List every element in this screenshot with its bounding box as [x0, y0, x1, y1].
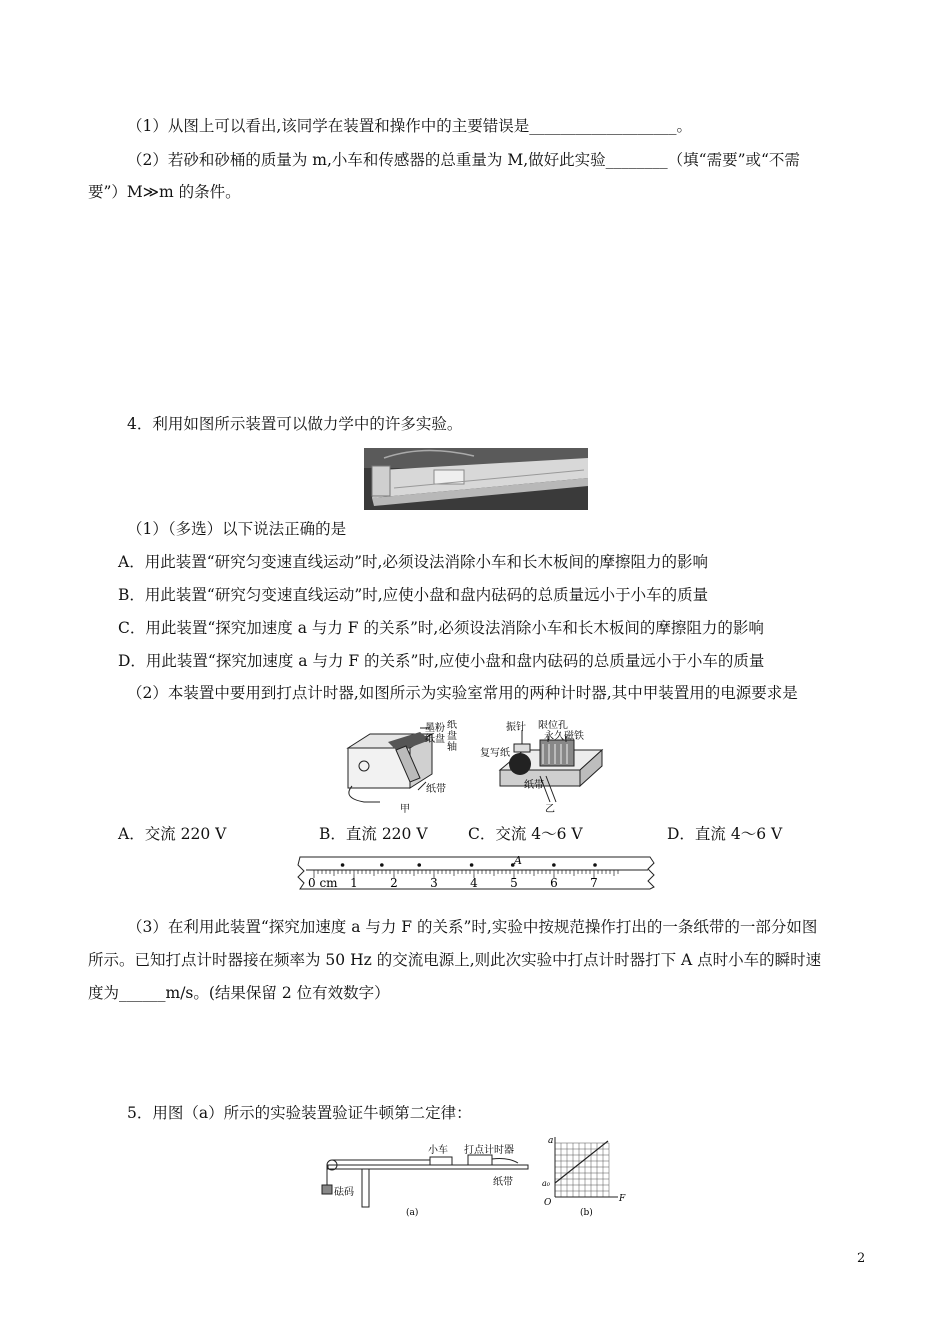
label-zhou: 轴: [447, 742, 457, 753]
q3-part1: （1）从图上可以看出,该同学在装置和操作中的主要错误是___________________。: [127, 117, 693, 135]
fig-b-caption: (b): [580, 1208, 593, 1218]
fig-a-tape-label: 纸带: [493, 1177, 513, 1188]
label-zhidai: 纸带: [426, 784, 446, 795]
q4-option-d: D．用此装置“探究加速度 a 与力 F 的关系”时,应使小盘和盘内砝码的总质量远小于小车的质量: [118, 652, 765, 670]
ruler-label-4: 4: [470, 876, 478, 890]
fig-a-weight-label: 砝码: [334, 1187, 354, 1198]
fig-b-x-label: F: [619, 1194, 626, 1204]
label-fuxiezhi: 复写纸: [480, 748, 510, 759]
q4-sub1: （1）（多选）以下说法正确的是: [127, 520, 347, 538]
choice-d: D．直流 4～6 V: [667, 825, 783, 843]
label-zhipan: 纸盘: [425, 734, 445, 745]
timer-figures: [340, 720, 610, 815]
page-number: 2: [857, 1251, 866, 1266]
tape-dot: [470, 863, 474, 867]
label-mofen: 墨粉: [425, 723, 445, 734]
fig-a-car-label: 小车: [428, 1145, 448, 1156]
ruler-label-2: 2: [390, 876, 398, 890]
fig-a-timer-label: 打点计时器: [464, 1145, 514, 1156]
q4-option-b: B．用此装置“研究匀变速直线运动”时,应使小盘和盘内砝码的总质量远小于小车的质量: [118, 586, 709, 604]
label-zhidai-2: 纸带: [524, 780, 544, 791]
ruler-unit: 0 cm: [308, 876, 338, 890]
q4-sub2: （2）本装置中要用到打点计时器,如图所示为实验室常用的两种计时器,其中甲装置用的电源要求是: [127, 684, 798, 702]
ruler-tape-figure: [296, 853, 658, 891]
q4-option-a: A．用此装置“研究匀变速直线运动”时,必须设法消除小车和长木板间的摩擦阻力的影响: [118, 553, 708, 571]
ruler-label-6: 6: [550, 876, 558, 890]
timer-jia-drawing: [348, 728, 432, 802]
tape-dot: [593, 863, 597, 867]
label-zhi: 纸: [447, 720, 457, 731]
q4-title: 4．利用如图所示装置可以做力学中的许多实验。: [127, 415, 463, 433]
fig-b-drawing: [555, 1137, 618, 1197]
q3-part2-line1: （2）若砂和砂桶的质量为 m,小车和传感器的总重量为 M,做好此实验________（填“需要”或“不需: [127, 151, 800, 169]
q4-sub3-line3: 度为______m/s。(结果保留 2 位有效数字）: [88, 984, 390, 1002]
label-xianweikong: 限位孔: [538, 720, 568, 731]
q5-title: 5．用图（a）所示的实验装置验证牛顿第二定律：: [127, 1104, 472, 1122]
point-a-label: A: [514, 854, 522, 867]
q4-sub3-line1: （3）在利用此装置“探究加速度 a 与力 F 的关系”时,实验中按规范操作打出的一条纸带的一部分如图: [127, 918, 818, 936]
choice-b: B．直流 220 V: [319, 825, 428, 843]
fig-a-caption: (a): [406, 1208, 419, 1218]
label-zhenzhen: 振针: [506, 722, 526, 733]
fig-b-origin-label: O: [544, 1198, 552, 1208]
label-jia: 甲: [400, 804, 410, 815]
ruler-label-3: 3: [430, 876, 438, 890]
q4-apparatus-photo: [364, 448, 588, 510]
fig-b-a0-label: a₀: [542, 1179, 550, 1188]
ruler-label-7: 7: [590, 876, 598, 890]
fig-b-y-label: a: [548, 1136, 554, 1146]
q3-part2-line2: 要”）M≫m 的条件。: [88, 183, 241, 201]
label-yongjiu: 永久磁铁: [544, 731, 584, 742]
ruler-label-1: 1: [350, 876, 358, 890]
label-yi: 乙: [545, 804, 555, 815]
q5-figures: [318, 1135, 638, 1220]
choice-a: A．交流 220 V: [118, 825, 227, 843]
tape-dot: [552, 863, 556, 867]
tape-dot: [380, 863, 384, 867]
q4-option-c: C．用此装置“探究加速度 a 与力 F 的关系”时,必须设法消除小车和长木板间的摩擦阻力的影响: [118, 619, 764, 637]
label-pan: 盘: [447, 731, 457, 742]
q4-sub3-line2: 所示。已知打点计时器接在频率为 50 Hz 的交流电源上,则此次实验中打点计时器打下 A 点时小车的瞬时速: [88, 951, 822, 969]
tape-dot: [417, 863, 421, 867]
tape-dot: [341, 863, 345, 867]
ruler-label-5: 5: [510, 876, 518, 890]
choice-c: C．交流 4～6 V: [468, 825, 583, 843]
